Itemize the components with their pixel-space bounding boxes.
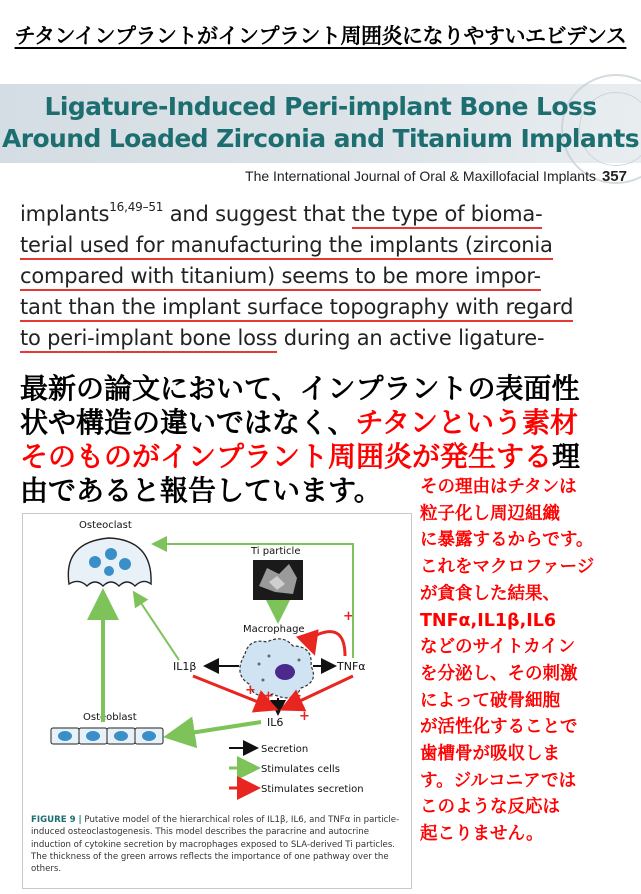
legend-stimulates-secretion: Stimulates secretion xyxy=(261,784,364,795)
plus-sign: + xyxy=(245,683,256,698)
side-explanation-line: などのサイトカイン xyxy=(420,637,576,658)
commentary-text: 状や構造の違いではなく、 xyxy=(20,406,356,439)
paper-title-line-1: Ligature-Induced Peri-implant Bone Loss xyxy=(44,92,597,121)
excerpt-highlight: compared with titanium) seems to be more impor- xyxy=(20,264,541,291)
side-explanation-line: このような反応は xyxy=(420,797,560,818)
side-explanation-line: が活性化することで xyxy=(420,717,578,738)
figure-9 xyxy=(22,513,412,889)
tnfa-label: TNFα xyxy=(337,660,366,673)
side-explanation-line: す。ジルコニアでは xyxy=(420,770,577,791)
il6-label: IL6 xyxy=(267,716,284,729)
osteoclast-cell-icon xyxy=(68,538,151,586)
plus-sign: + xyxy=(343,609,354,624)
excerpt-text: and suggest that xyxy=(163,202,352,226)
excerpt-text: implants xyxy=(20,202,110,226)
commentary-line-4: 由であると報告しています。 xyxy=(20,474,382,507)
side-explanation-line: 歯槽骨が吸収しま xyxy=(420,744,560,764)
excerpt-highlight: tant than the implant surface topography with regard xyxy=(20,295,573,322)
side-explanation-line: これをマクロファージ xyxy=(420,557,595,578)
side-explanation-line: を分泌し、その刺激 xyxy=(420,663,578,684)
ti-particle-label: Ti particle xyxy=(251,546,301,557)
page-title xyxy=(0,20,641,50)
excerpt-highlight: to peri-implant bone loss xyxy=(20,326,277,353)
side-explanation-line: 粒子化し周辺組織 xyxy=(420,503,560,524)
il6-to-osteoblast-arrow xyxy=(171,722,261,736)
il1b-label: IL1β xyxy=(173,660,197,673)
commentary-highlight: そのものがインプラント周囲炎が発生する xyxy=(20,440,553,473)
plus-sign: + xyxy=(263,689,274,704)
legend xyxy=(229,744,364,795)
side-explanation-line: 起こりません。 xyxy=(420,824,544,845)
side-explanation-line: TNFα,IL1β,IL6 xyxy=(420,610,557,631)
excerpt-highlight: terial used for manufacturing the implants (zirconia xyxy=(20,233,553,260)
page-title-text: チタンインプラントがインプラント周囲炎になりやすいエビデンス xyxy=(14,24,627,48)
side-explanation-line: によって破骨細胞 xyxy=(420,690,560,711)
il1b-to-osteoclast-arrow xyxy=(135,594,179,660)
excerpt-line-1 xyxy=(20,200,542,226)
excerpt-line-3 xyxy=(20,264,541,288)
plus-sign: + xyxy=(299,709,310,724)
excerpt-text: during an active ligature- xyxy=(277,326,545,350)
side-explanation-line: その理由はチタンは xyxy=(420,477,577,497)
commentary-text: 理 xyxy=(552,440,581,473)
figure-caption xyxy=(31,814,405,875)
tnfa-autocrine-arrow xyxy=(312,632,345,656)
paper-title-line-2: Around Loaded Zirconia and Titanium Implants xyxy=(2,124,639,153)
side-explanation-line: が貪食した結果、 xyxy=(420,583,560,604)
osteoblast-label: Osteoblast xyxy=(83,712,137,723)
excerpt-line-4 xyxy=(20,295,573,319)
cytokine-diagram xyxy=(23,514,413,814)
journal-name: The International Journal of Oral & Maxillofacial Implants xyxy=(245,168,596,184)
side-explanation-line: に暴露するからです。 xyxy=(420,530,594,551)
figure-caption-text: Putative model of the hierarchical roles of IL1β, IL6, and TNFα in particle-induced osteoclastogenesis. This model describes the paracrine and autocrine induction of cytokine secretion by macrophages exposed to SLA-derived Ti particles. The thickness of the green arrows reflects the importance of one pathway over the others. xyxy=(31,815,400,875)
plus-sign: + xyxy=(291,689,302,704)
ti-particle-image xyxy=(253,560,303,600)
legend-stimulates-cells: Stimulates cells xyxy=(261,764,340,775)
journal-citation xyxy=(245,168,627,185)
excerpt-line-5 xyxy=(20,326,544,350)
figure-caption-label: FIGURE 9 | xyxy=(31,815,82,825)
excerpt-citation: 16,49–51 xyxy=(109,200,164,214)
excerpt-line-2 xyxy=(20,233,553,257)
journal-page: 357 xyxy=(601,168,627,185)
osteoclast-label: Osteoclast xyxy=(79,520,132,531)
commentary-line-1: 最新の論文において、インプラントの表面性 xyxy=(20,372,580,405)
osteoblast-cells-icon xyxy=(51,728,163,744)
macrophage-label: Macrophage xyxy=(243,624,305,635)
commentary-highlight: チタンという素材 xyxy=(355,406,579,439)
legend-secretion: Secretion xyxy=(261,744,309,755)
excerpt-highlight: the type of bioma- xyxy=(352,202,543,229)
